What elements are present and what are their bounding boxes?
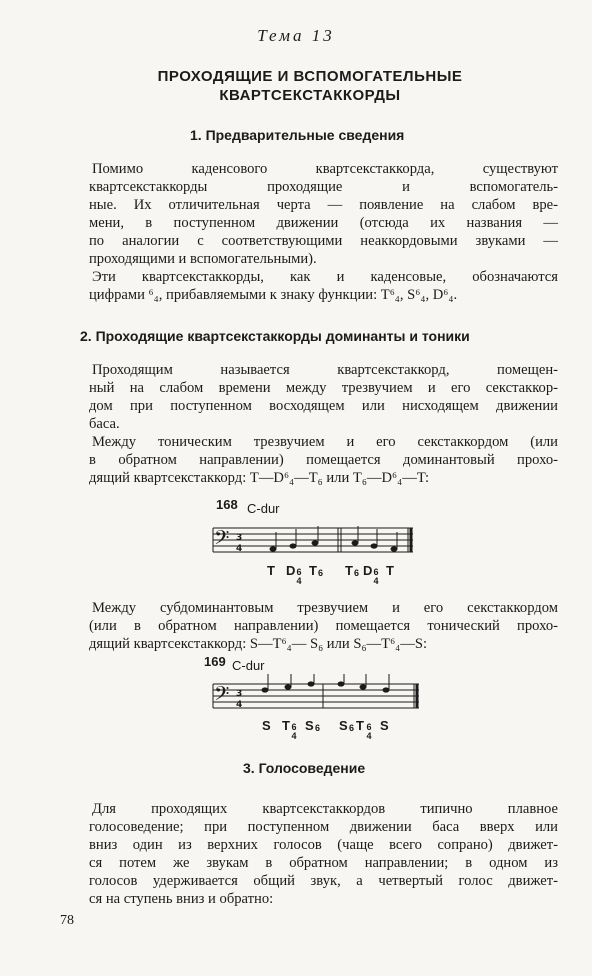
note-head [262, 687, 269, 692]
chord-symbol: S [339, 718, 348, 733]
chord-symbol: T [282, 718, 290, 733]
p1-line: проходящими и вспомогательными). [89, 251, 317, 267]
time-signature: 3 [236, 689, 243, 699]
chord-symbol: T [345, 563, 353, 578]
example-169-staff [205, 674, 425, 722]
p6-line: Для проходящих квартсекстаккордов типично плавное [92, 801, 558, 817]
p6-line: ся потем же звукам в обратном направлении; в одном из [89, 855, 558, 871]
p1-line: Помимо каденсового квартсекстаккорда, существуют [92, 161, 558, 177]
note-head [360, 684, 367, 689]
chord-figure: 6 4 [366, 722, 372, 741]
chord-figure: 6 [354, 568, 360, 578]
p5-line: Между субдоминантовым трезвучием и его секстаккордом [92, 600, 558, 616]
title-line-2: КВАРТСЕКСТАККОРДЫ [219, 87, 401, 104]
chord-figure: 6 [349, 723, 355, 733]
chord-figure: 6 [315, 723, 321, 733]
chord-figure: 6 4 [291, 722, 297, 741]
p1-line: ные. Их отличительная черта — появление на слабом вре- [89, 197, 558, 213]
example-169-number: 169 [204, 654, 226, 669]
note-head [270, 546, 277, 551]
note-head [383, 687, 390, 692]
chord-symbol: T [309, 563, 317, 578]
p3-line: баса. [89, 416, 120, 432]
chord-figure: 6 4 [373, 567, 379, 586]
p1-line: по аналогии с соответствующими неаккордовыми звуками — [89, 233, 558, 249]
example-169-key: C-dur [232, 658, 265, 673]
p3-line: дом при поступенном восходящем или нисходящем движении [89, 398, 558, 414]
section-2-heading: 2. Проходящие квартсекстаккорды доминанты и тоники [80, 328, 470, 344]
example-168-number: 168 [216, 497, 238, 512]
p2-line: Эти квартсекстаккорды, как и каденсовые, обозначаются [92, 269, 558, 285]
p4-line: в обратном направлении) помещается доминантовый прохо- [89, 452, 558, 468]
note-head [391, 546, 398, 551]
topic-label: Тема 13 [257, 26, 335, 45]
chord-symbol: S [262, 718, 271, 733]
note-head [352, 540, 359, 545]
note-head [290, 543, 297, 548]
p1-line: мени, в поступенном движении (отсюда их названия — [89, 215, 558, 231]
time-signature: 3 [236, 533, 243, 543]
section-3-heading: 3. Голосоведение [243, 760, 366, 776]
p6-line: вниз один из верхних голосов (чаще всего сопрано) движет- [89, 837, 558, 853]
note-head [312, 540, 319, 545]
chord-figure: 6 4 [296, 567, 302, 586]
chord-symbol: T [267, 563, 275, 578]
example-168-key: C-dur [247, 501, 280, 516]
chord-symbol: T [386, 563, 394, 578]
section-1-heading: 1. Предварительные сведения [190, 127, 405, 143]
chord-symbol: S [380, 718, 389, 733]
title-line-1: ПРОХОДЯЩИЕ И ВСПОМОГАТЕЛЬНЫЕ [157, 68, 463, 85]
time-signature: 4 [236, 700, 243, 710]
bass-clef-icon: 𝄢 [214, 682, 230, 710]
p2-line: цифрами ⁶₄, прибавляемыми к знаку функции: T⁶₄, S⁶₄, D⁶₄. [89, 287, 458, 303]
p3-line: ный на слабом времени между трезвучием и его секстаккор- [89, 380, 558, 396]
time-signature: 4 [236, 544, 243, 554]
chord-figure: 6 [318, 568, 324, 578]
chord-symbol: D [363, 563, 373, 578]
chord-symbol: T [356, 718, 364, 733]
bass-clef-icon: 𝄢 [214, 526, 230, 554]
p5-line: (или в обратном направлении) помещается тонический прохо- [89, 618, 558, 634]
p6-line: голосоведение; при поступенном движении баса вверх или [89, 819, 558, 835]
note-head [308, 681, 315, 686]
p6-line: ся на ступень вниз и обратно: [89, 891, 274, 907]
note-head [285, 684, 292, 689]
page-number: 78 [60, 913, 74, 928]
chord-symbol: D [286, 563, 296, 578]
p4-line: Между тоническим трезвучием и его секстаккордом (или [92, 434, 558, 450]
p5-line: дящий квартсекстаккорд: S—T⁶₄— S₆ или S₆—T⁶₄—S: [89, 636, 428, 652]
p4-line: дящий квартсекстаккорд: T—D⁶₄—T₆ или T₆—D⁶₄—T: [89, 470, 430, 486]
example-168-staff [205, 518, 420, 566]
p3-line: Проходящим называется квартсекстаккорд, помещен- [92, 362, 558, 378]
p1-line: квартсекстаккорды проходящие и вспомогатель- [89, 179, 558, 195]
chord-symbol: S [305, 718, 314, 733]
note-head [371, 543, 378, 548]
note-head [338, 681, 345, 686]
p6-line: голосов удерживается общий звук, а четвертый голос движет- [89, 873, 558, 889]
